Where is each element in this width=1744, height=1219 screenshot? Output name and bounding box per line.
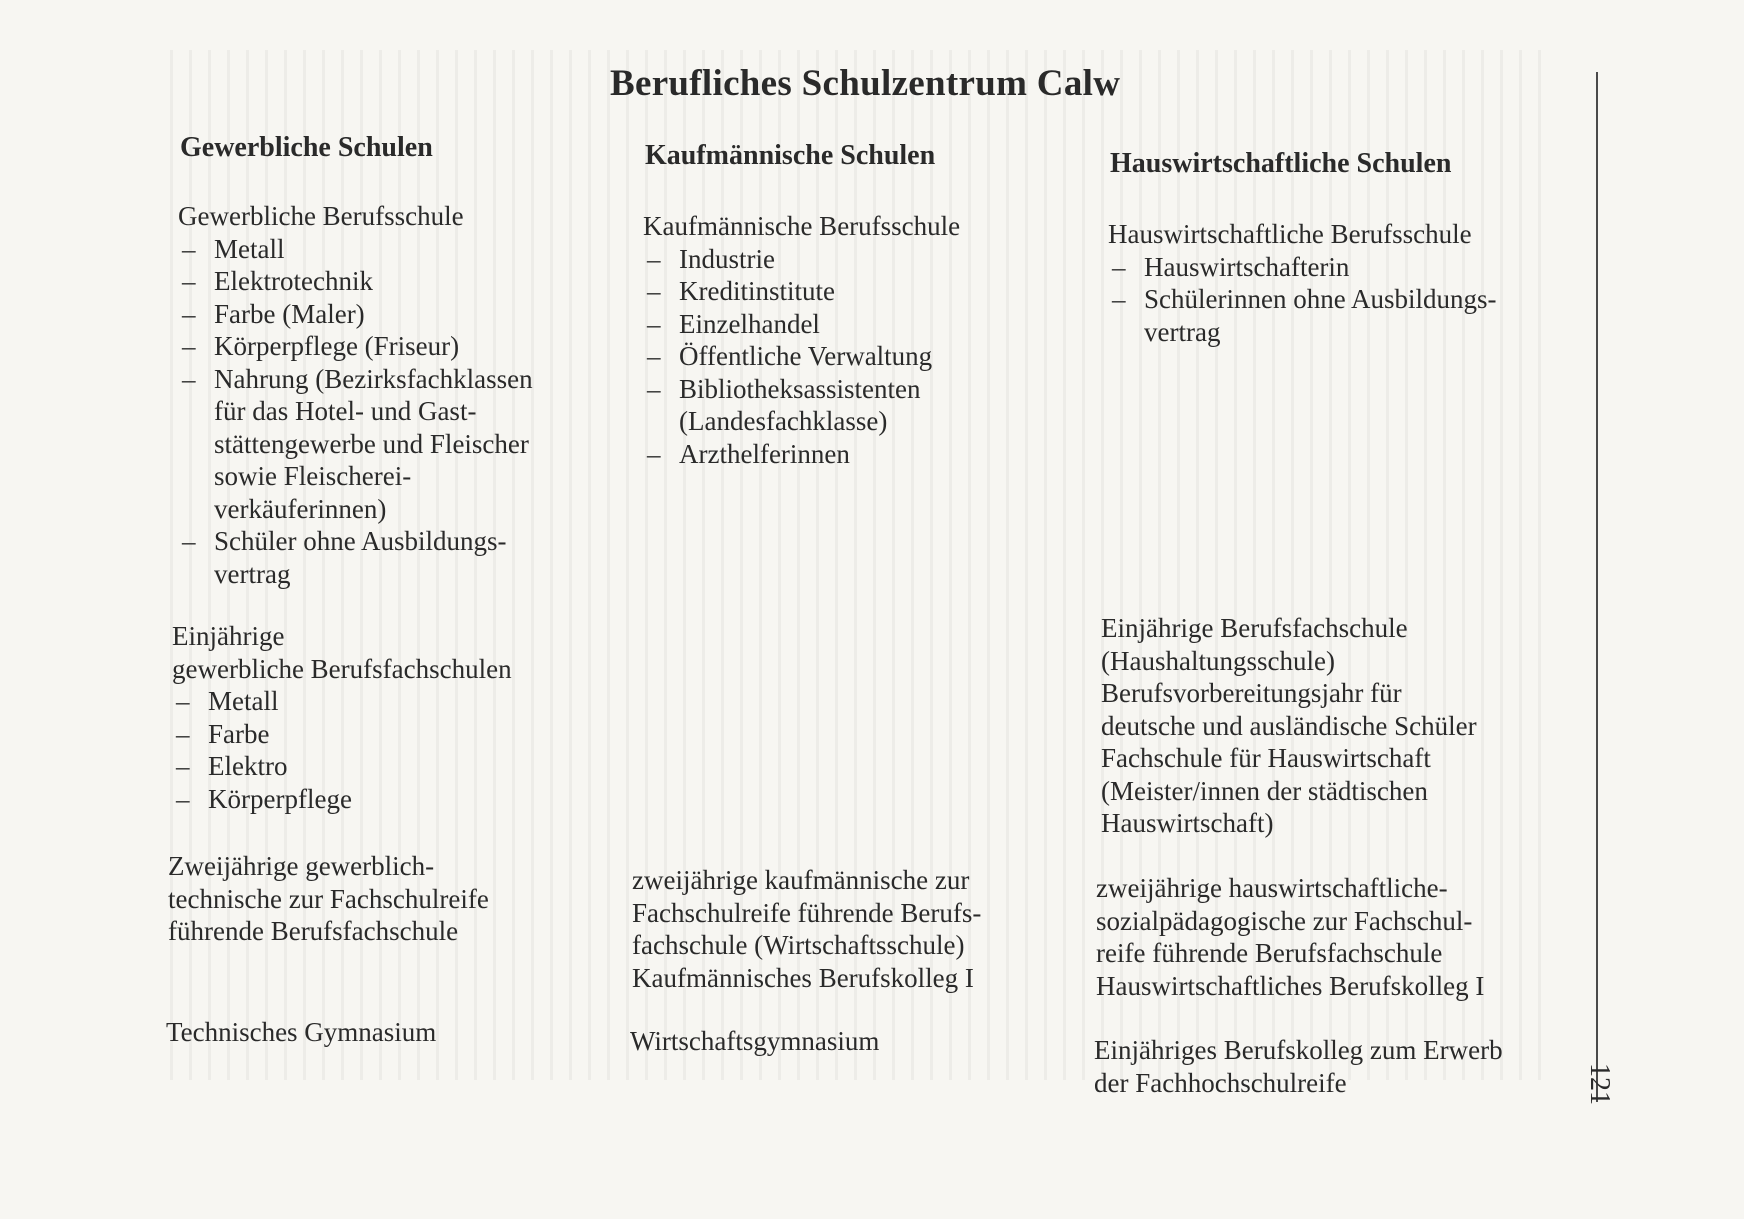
- list-item: – Elektrotechnik: [178, 265, 533, 298]
- page-title: Berufliches Schulzentrum Calw: [610, 63, 1121, 104]
- column-heading-gewerbliche: Gewerbliche Schulen: [180, 132, 433, 163]
- block-line: zweijährige hauswirtschaftliche-: [1096, 873, 1448, 903]
- block-line: Hauswirtschaft): [1101, 808, 1274, 838]
- list-item: – Kreditinstitute: [643, 275, 960, 308]
- list-item-continuation: stättengewerbe und Fleischer: [214, 428, 529, 459]
- einjaehrige-hauswirtschaftliche-block: [1101, 612, 1477, 840]
- column-heading-hauswirtschaftliche: Hauswirtschaftliche Schulen: [1110, 148, 1452, 179]
- gewerbliche-berufsschule-block: [178, 200, 533, 590]
- block-line: Fachschulreife führende Berufs-: [632, 897, 982, 928]
- block-title: Gewerbliche Berufsschule: [178, 201, 464, 231]
- block-line: (Meister/innen der städtischen: [1101, 775, 1428, 806]
- column-heading-kaufmaennische: Kaufmännische Schulen: [645, 140, 936, 171]
- list-item: – Industrie: [643, 243, 960, 276]
- block-line: zweijährige kaufmännische zur: [632, 865, 970, 895]
- list-item-continuation: vertrag: [214, 558, 291, 589]
- block-line: Hauswirtschaftliches Berufskolleg I: [1096, 970, 1485, 1001]
- hauswirtschaftliche-berufsschule-block: [1108, 218, 1496, 348]
- list-item-continuation: für das Hotel- und Gast-: [214, 396, 477, 426]
- block-title: Kaufmännische Berufsschule: [643, 211, 961, 241]
- list-item: – Nahrung (Bezirksfachklassen: [178, 363, 533, 396]
- list-item: – Metall: [172, 685, 512, 718]
- list-item: – Farbe: [172, 718, 512, 751]
- einjaehriges-berufskolleg-block: [1094, 1034, 1503, 1099]
- wirtschaftsgymnasium-block: [630, 1025, 879, 1058]
- block-line: Zweijährige gewerblich-: [168, 851, 435, 881]
- list-item: – Arzthelferinnen: [643, 438, 960, 471]
- block-line: Einjähriges Berufskolleg zum Erwerb: [1094, 1035, 1503, 1065]
- block-line: der Fachhochschulreife: [1094, 1067, 1347, 1098]
- block-line: sozialpädagogische zur Fachschul-: [1096, 905, 1473, 936]
- list-item: – Körperpflege: [172, 783, 512, 816]
- list-item: – Schülerinnen ohne Ausbildungs-: [1108, 283, 1496, 316]
- zweijaehrige-hauswirtschaftliche-block: [1096, 872, 1484, 1002]
- list-item-continuation: vertrag: [1144, 316, 1221, 347]
- block-line: führende Berufsfachschule: [168, 916, 459, 946]
- list-item-continuation: sowie Fleischerei-: [214, 461, 412, 491]
- block-line: Technisches Gymnasium: [166, 1017, 437, 1047]
- list-item-continuation: verkäuferinnen): [214, 493, 387, 524]
- block-title: Hauswirtschaftliche Berufsschule: [1108, 219, 1472, 249]
- zweijaehrige-kaufmaennische-block: [632, 864, 981, 994]
- block-line: Wirtschaftsgymnasium: [630, 1026, 880, 1056]
- block-line: technische zur Fachschulreife: [168, 883, 489, 914]
- list-item: – Körperpflege (Friseur): [178, 330, 533, 363]
- list-item: – Elektro: [172, 750, 512, 783]
- block-line: fachschule (Wirtschaftsschule): [632, 930, 965, 960]
- block-line: gewerbliche Berufsfachschulen: [172, 653, 512, 684]
- kaufmaennische-berufsschule-block: [643, 210, 960, 470]
- list-item: – Einzelhandel: [643, 308, 960, 341]
- zweijaehrige-gewerbliche-block: [168, 850, 489, 948]
- list-item: – Bibliotheksassistenten: [643, 373, 960, 406]
- technisches-gymnasium-block: [166, 1016, 436, 1049]
- block-line: Kaufmännisches Berufskolleg I: [632, 962, 974, 993]
- block-line: Einjährige Berufsfachschule: [1101, 613, 1408, 643]
- page-number: 121: [1584, 1063, 1615, 1105]
- block-line: (Haushaltungsschule): [1101, 645, 1335, 676]
- list-item: – Hauswirtschafterin: [1108, 251, 1496, 284]
- block-line: reife führende Berufsfachschule: [1096, 938, 1443, 968]
- block-line: Fachschule für Hauswirtschaft: [1101, 743, 1431, 773]
- list-item: – Farbe (Maler): [178, 298, 533, 331]
- list-item: – Schüler ohne Ausbildungs-: [178, 525, 533, 558]
- margin-rule: [1596, 72, 1598, 1102]
- block-line: deutsche und ausländische Schüler: [1101, 710, 1477, 741]
- list-item: – Metall: [178, 233, 533, 266]
- list-item-continuation: (Landesfachklasse): [679, 406, 888, 436]
- block-line: Berufsvorbereitungsjahr für: [1101, 678, 1402, 708]
- list-item: – Öffentliche Verwaltung: [643, 340, 960, 373]
- block-line: Einjährige: [172, 621, 285, 651]
- einjaehrige-gewerbliche-block: [172, 620, 512, 815]
